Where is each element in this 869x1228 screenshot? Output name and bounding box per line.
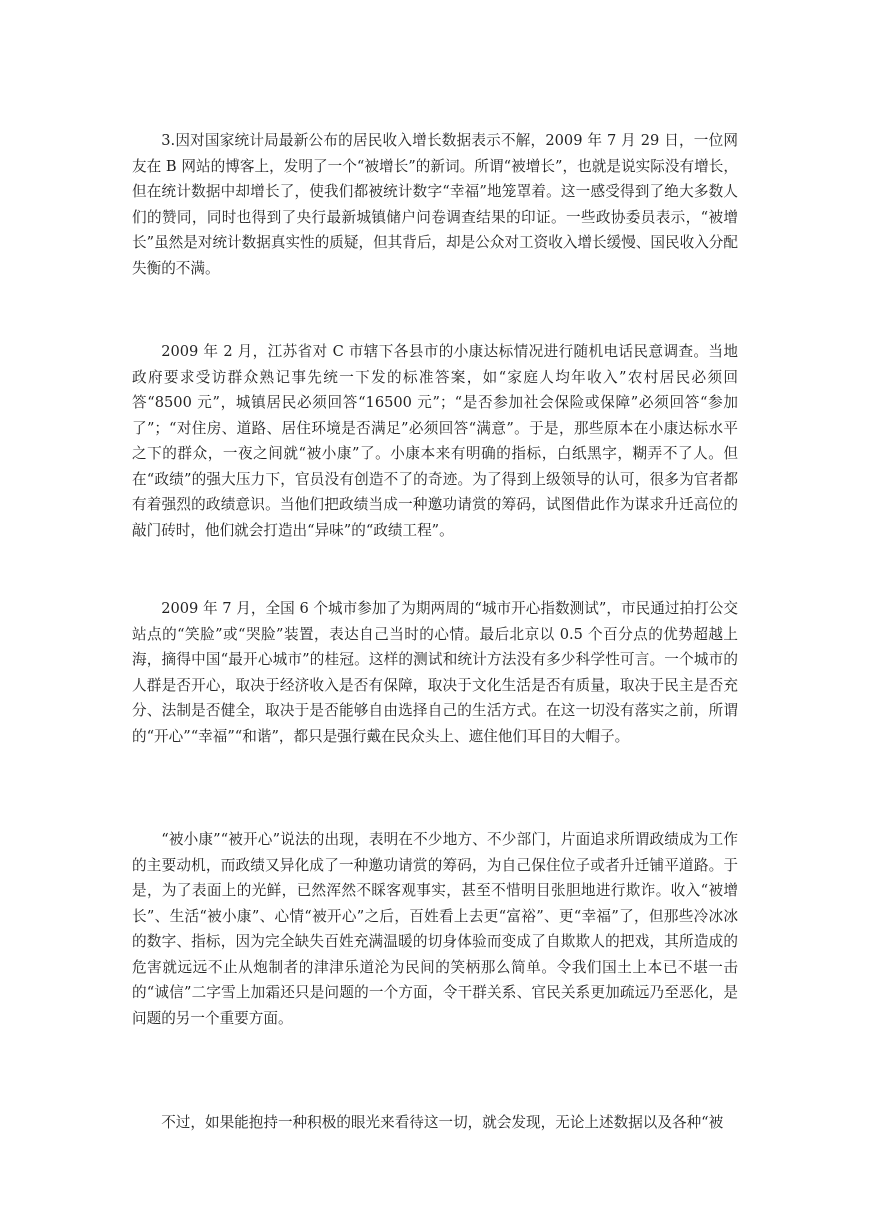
paragraph-4: “被小康”“被开心”说法的出现，表明在不少地方、不少部门，片面追求所谓政绩成为工作的主要动机，而政绩又异化成了一种邀功请赏的筹码，为自己保住位子或者升迁铺平道路。于是，为了表面上的光鲜，已然浑然不睬客观事实，甚至不惜明目张胆地进行欺诈。收入“被增长”、生活“被小康”、心情“被开心”之后，百姓看上去更“富裕”、更“幸福”了，但那些冷冰冰的数字、指标，因为完全缺失百姓充满温暖的切身体验而变成了自欺欺人的把戏，其所造成的危害就远远不止从炮制者的津津乐道沦为民间的笑柄那么简单。令我们国土上本已不堪一击的“诚信”二字雪上加霜还只是问题的一个方面，令干群关系、官民关系更加疏远乃至恶化，是问题的另一个重要方面。: [132, 831, 738, 1027]
paragraph-3: 2009 年 7 月，全国 6 个城市参加了为期两周的“城市开心指数测试”，市民通过拍打公交站点的“笑脸”或“哭脸”装置，表达自己当时的心情。最后北京以 0.5 个百分点的优势超越上海，摘得中国“最开心城市”的桂冠。这样的测试和统计方法没有多少科学性可言。一个城市的人群是否开心，取决于经济收入是否有保障，取决于文化生活是否有质量，取决于民主是否充分、法制是否健全，取决于是否能够自由选择自己的生活方式。在这一切没有落实之前，所谓的“开心”“幸福”“和谐”，都只是强行戴在民众头上、遮住他们耳目的大帽子。: [132, 600, 738, 745]
paragraph-5: 不过，如果能抱持一种积极的眼光来看待这一切，就会发现，无论上述数据以及各种“被: [161, 1114, 724, 1131]
paragraph-1: 3.因对国家统计局最新公布的居民收入增长数据表示不解，2009 年 7 月 29 日，一位网友在 B 网站的博客上，发明了一个“被增长”的新词。所谓“被增长”，也就是说实际没有增长，但在统计数据中却增长了，使我们都被统计数字“幸福”地笼罩着。这一感受得到了绝大多数人们的赞同，同时也得到了央行最新城镇储户问卷调查结果的印证。一些政协委员表示，“被增长”虽然是对统计数据真实性的质疑，但其背后，却是公众对工资收入增长缓慢、国民收入分配失衡的不满。: [132, 132, 738, 277]
paragraph-2: 2009 年 2 月，江苏省对 C 市辖下各县市的小康达标情况进行随机电话民意调查。当地政府要求受访群众熟记事先统一下发的标准答案，如“家庭人均年收入”农村居民必须回答“8500 元”，城镇居民必须回答“16500 元”；“是否参加社会保险或保障”必须回答“参加了”；“对住房、道路、居住环境是否满足”必须回答“满意”。于是，那些原本在小康达标水平之下的群众，一夜之间就“被小康”了。小康本来有明确的指标，白纸黑字，糊弄不了人。但在“政绩”的强大压力下，官员没有创造不了的奇迹。为了得到上级领导的认可，很多为官者都有着强烈的政绩意识。当他们把政绩当成一种邀功请赏的筹码，试图借此作为谋求升迁高位的敲门砖时，他们就会打造出“异味”的“政绩工程”。: [132, 343, 738, 539]
